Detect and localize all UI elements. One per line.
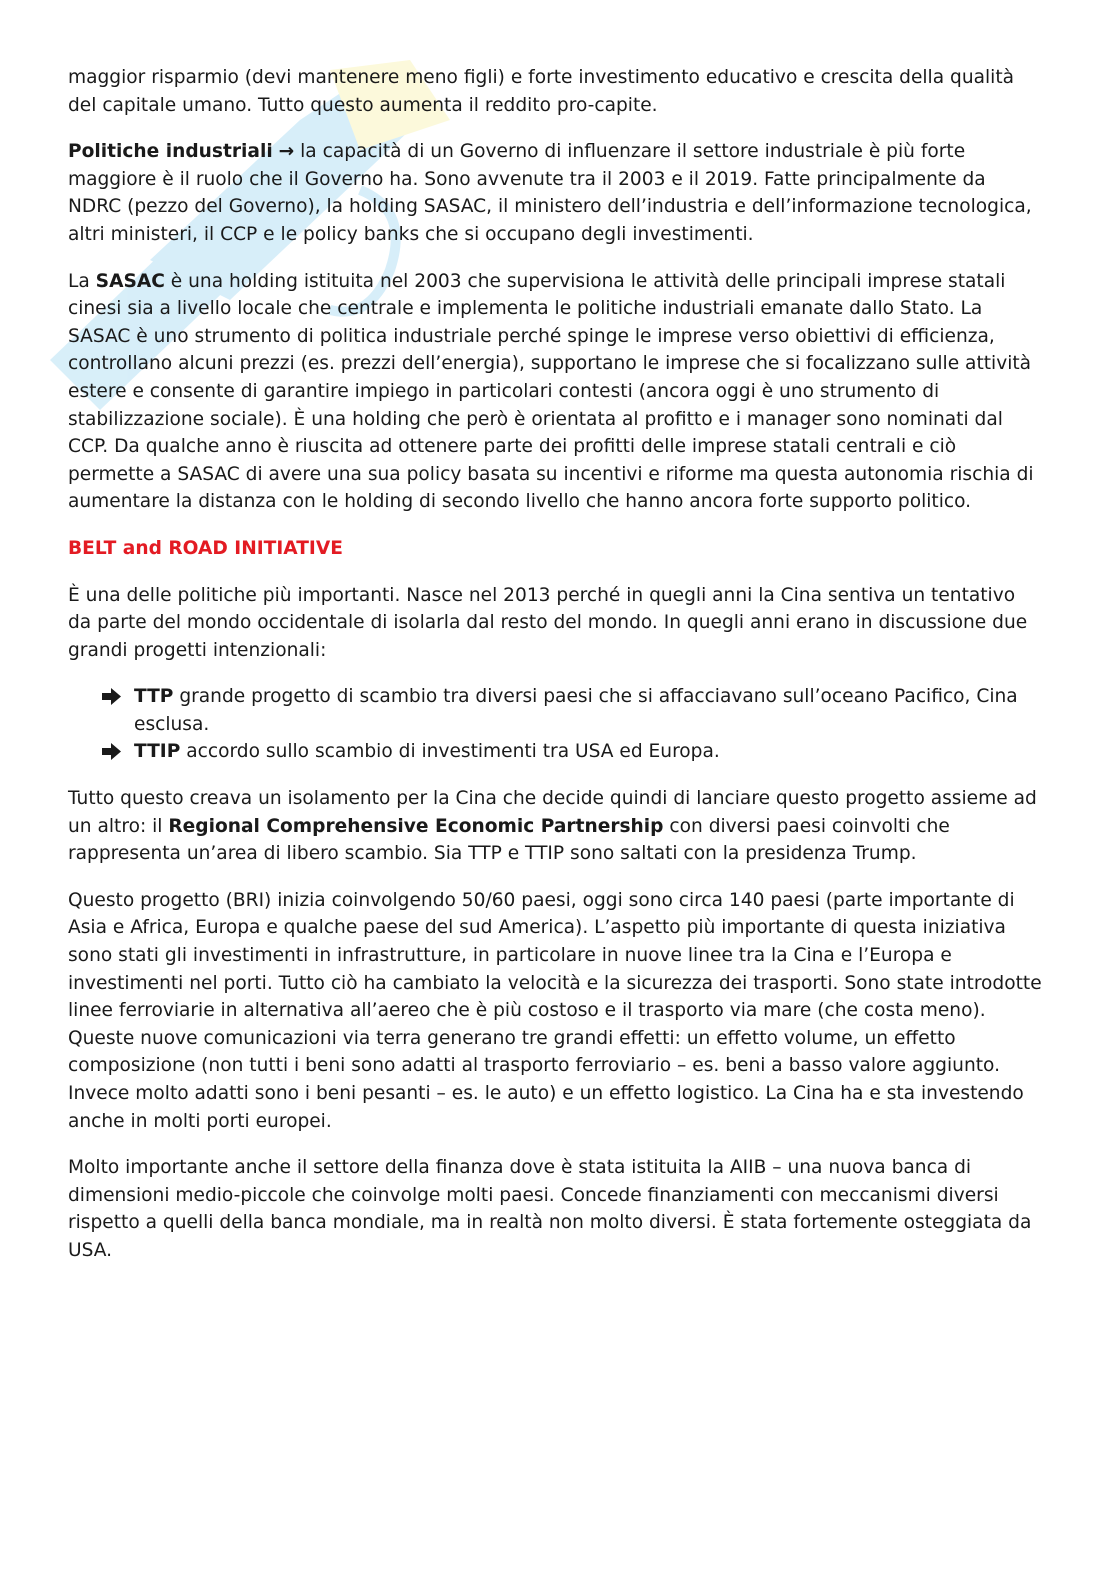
term-rcep: Regional Comprehensive Economic Partnership [168,815,664,837]
document-page [68,64,1043,1284]
arrow-bullet-icon [101,683,123,710]
section-heading-bri: BELT and ROAD INITIATIVE [68,537,343,559]
term-sasac: SASAC [95,270,165,292]
term-politiche-industriali: Politiche industriali [68,141,273,163]
term-ttp: TTP [134,686,174,708]
paragraph-rcep: Tutto questo creava un isolamento per la Cina che decide quindi di lanciare questo progetto assieme ad un altro: il Regional Comprehensive Economic Partnership con diversi paesi coinvolti che rappresenta un’area di libero scambio. Sia TTP e TTIP sono saltati con la presidenza Trump. [68,788,1037,865]
paragraph-bri-intro: È una delle politiche più importanti. Nasce nel 2013 perché in quegli anni la Cina sentiva un tentativo da parte del mondo occidentale di isolarla dal resto del mondo. In quegli anni erano in discussione due grandi progetti intenzionali: [68,584,1028,661]
arrow-bullet-icon [101,738,123,765]
list-item: TTP grande progetto di scambio tra diversi paesi che si affacciavano sull’oceano Pacifico, Cina esclusa. [134,683,1043,738]
term-ttip: TTIP [134,741,181,763]
paragraph-intro: maggior risparmio (devi mantenere meno figli) e forte investimento educativo e crescita della qualità del capitale umano. Tutto questo aumenta il reddito pro-capite. [68,67,1015,116]
arrow-icon: → [278,141,295,163]
paragraph-sasac: La SASAC è una holding istituita nel 2003 che supervisiona le attività delle principali imprese statali cinesi sia a livello locale che centrale e implementa le politiche industriali emanate dallo Stato. La SASAC è uno strumento di politica industriale perché spinge le imprese verso obiettivi di efficienza, controllano alcuni prezzi (es. prezzi dell’energia), supportano le imprese che si focalizzano sulle attività estere e consente di garantire impiego in particolari contesti (ancora oggi è uno strumento di stabilizzazione sociale). È una holding che però è orientata al profitto e i manager sono nominati dal CCP. Da qualche anno è riuscita ad ottenere parte dei profitti delle imprese statali centrali e ciò permette a SASAC di avere una sua policy basata su incentivi e riforme ma questa autonomia rischia di aumentare la distanza con le holding di secondo livello che hanno ancora forte supporto politico. [68,270,1034,513]
paragraph-bri-progetto: Questo progetto (BRI) inizia coinvolgendo 50/60 paesi, oggi sono circa 140 paesi (parte importante di Asia e Africa, Europa e qualche paese del sud America). L’aspetto più importante di questa iniziativa sono stati gli investimenti in infrastrutture, in particolare in nuove linee tra la Cina e l’Europa e investimenti nel porti. Tutto ciò ha cambiato la velocità e la sicurezza dei trasporti. Sono state introdotte linee ferroviarie in alternativa all’aereo che è più costoso e il trasporto via mare (che costa meno). Queste nuove comunicazioni via terra generano tre grandi effetti: un effetto volume, un effetto composizione (non tutti i beni sono adatti al trasporto ferroviario – es. beni a basso valore aggiunto. Invece molto adatti sono i beni pesanti – es. le auto) e un effetto logistico. La Cina ha e sta investendo anche in molti porti europei. [68,889,1042,1132]
paragraph-politiche-industriali: Politiche industriali → la capacità di un Governo di influenzare il settore industriale è più forte maggiore è il ruolo che il Governo ha. Sono avvenute tra il 2003 e il 2019. Fatte principalmente da NDRC (pezzo del Governo), la holding SASAC, il ministero dell’industria e dell’informazione tecnologica, altri ministeri, il CCP e le policy banks che si occupano degli investimenti. [68,141,1032,245]
paragraph-aiib: Molto importante anche il settore della finanza dove è stata istituita la AIIB – una nuova banca di dimensioni medio-piccole che coinvolge molti paesi. Concede finanziamenti con meccanismi diversi rispetto a quelli della banca mondiale, ma in realtà non molto diversi. È stata fortemente osteggiata da USA. [68,1157,1032,1261]
list-item: TTIP accordo sullo scambio di investimenti tra USA ed Europa. [134,738,1043,766]
bullet-list [68,683,1043,766]
